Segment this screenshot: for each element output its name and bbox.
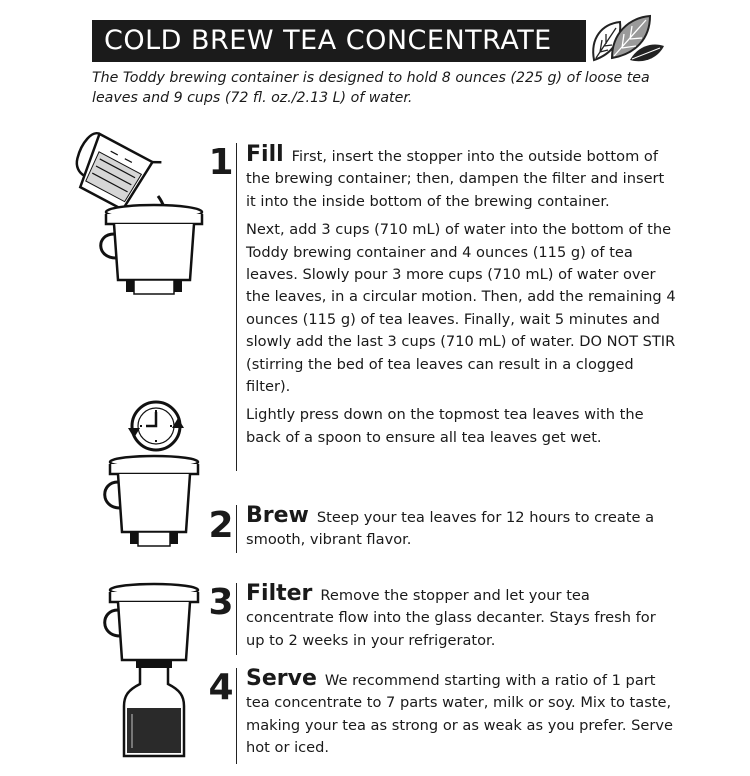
step-fill xyxy=(246,144,678,455)
step-divider xyxy=(236,583,237,655)
step-body: Lightly press down on the topmost tea leaves with the back of a spoon to ensure all tea leaves get wet. xyxy=(246,406,644,446)
step-body: Next, add 3 cups (710 mL) of water into the bottom of the Toddy brewing container and 4 ounces (115 g) of tea leaves. Slowly pour 3 more cups (710 mL) of water over the leaves, in a circular motion. Then, add the remaining 4 ounces (115 g) of tea leaves. Finally, wait 5 minutes and slowly add the last 3 cups (710 mL) of water. DO NOT STIR (stirring the bed of tea leaves can result in a clogged filter). xyxy=(246,221,676,396)
step-title: Serve xyxy=(246,666,317,691)
step-title: Brew xyxy=(246,503,309,528)
step-brew xyxy=(246,505,678,558)
step-number: 4 xyxy=(208,667,234,708)
step-divider xyxy=(236,143,237,471)
step-number: 3 xyxy=(208,582,234,623)
step-body: We recommend starting with a ratio of 1 part tea concentrate to 7 parts water, milk or soy. Mix to taste, making your tea as strong or as weak as you prefer. Serve hot or iced. xyxy=(246,672,673,757)
step-body: Steep your tea leaves for 12 hours to create a smooth, vibrant flavor. xyxy=(246,509,655,549)
step-serve xyxy=(246,668,678,766)
step-title: Fill xyxy=(246,142,284,167)
step-body: Remove the stopper and let your tea concentrate flow into the glass decanter. Stays fresh for up to 2 weeks in your refrigerator. xyxy=(246,587,656,649)
step-title: Filter xyxy=(246,581,313,606)
step-divider xyxy=(236,505,237,553)
step-filter xyxy=(246,583,678,658)
page-title: COLD BREW TEA CONCENTRATE xyxy=(92,20,586,62)
timer-illustration xyxy=(122,398,192,454)
step-divider xyxy=(236,668,237,764)
intro-text: The Toddy brewing container is designed to hold 8 ounces (225 g) of loose tea leaves and 9 cups (72 fl. oz./2.13 L) of water. xyxy=(92,70,650,106)
pour-illustration xyxy=(62,130,208,296)
tea-leaves-icon xyxy=(586,8,666,66)
step-number: 1 xyxy=(208,142,234,183)
step-number: 2 xyxy=(208,505,234,546)
decanter-illustration xyxy=(96,580,206,766)
brewer-illustration xyxy=(96,452,206,548)
step-body: First, insert the stopper into the outside bottom of the brewing container; then, dampen the filter and insert it into the inside bottom of the brewing container. xyxy=(246,148,665,210)
